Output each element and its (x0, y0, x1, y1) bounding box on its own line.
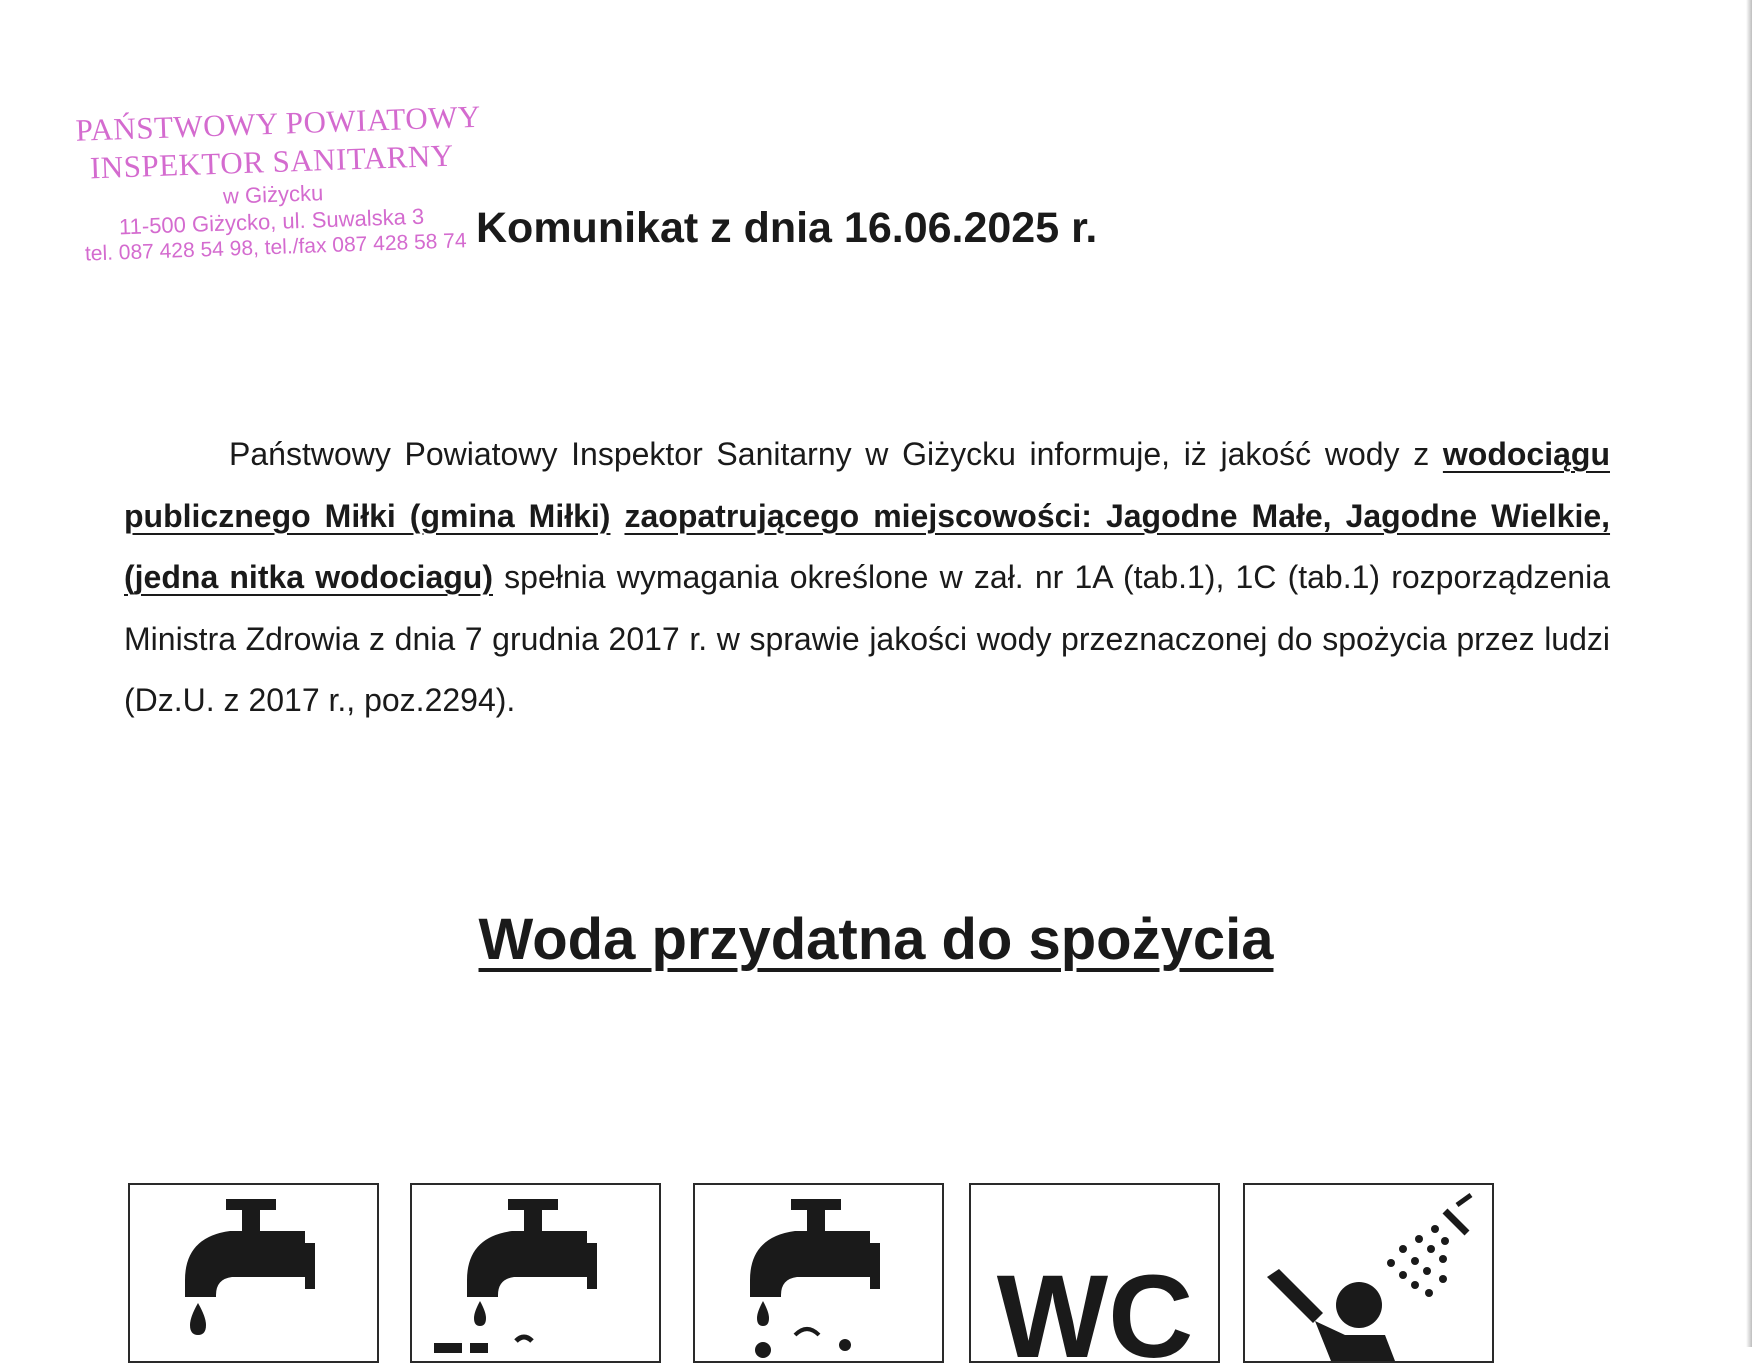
official-stamp (70, 97, 515, 268)
stamp-line-2: INSPEKTOR SANITARNY (89, 137, 455, 186)
page-edge (1746, 0, 1752, 1347)
shower-icon (1243, 1183, 1494, 1363)
headline (0, 906, 1752, 973)
body-gap (610, 498, 624, 534)
stamp-line-5: tel. 087 428 54 98, tel./fax 087 428 58 74 (84, 229, 467, 266)
stamp-line-1: PAŃSTWOWY POWIATOWY (75, 98, 482, 148)
stamp-line-3: w Giżycku (222, 180, 324, 209)
drinking-water-icon (128, 1183, 379, 1363)
headline-text: Woda przydatna do spożycia (478, 907, 1274, 972)
food-preparation-water-icon (410, 1183, 661, 1363)
announcement-body (124, 424, 1610, 732)
body-part-1: Państwowy Powiatowy Inspektor Sanitarny w Giżycku informuje, iż jakość wody z (229, 436, 1443, 472)
wc-icon (969, 1183, 1220, 1363)
body-underlined-1: wodociągu publicznego Miłki (gmina Miłki) (124, 436, 1610, 534)
wc-label: WC (996, 1251, 1194, 1361)
washing-water-icon (693, 1183, 944, 1363)
body-part-2: spełnia wymagania określone w zał. nr 1A (tab.1), 1C (tab.1) rozporządzenia Ministra Zdrowia z dnia 7 grudnia 2017 r. w sprawie jakości wody przeznaczonej do spożycia przez ludzi (Dz.U. z 2017 r., poz.2294). (124, 559, 1611, 718)
stamp-line-4: 11-500 Giżycko, ul. Suwalska 3 (118, 203, 425, 240)
page-title: Komunikat z dnia 16.06.2025 r. (476, 204, 1098, 252)
body-underlined-2: zaopatrującego miejscowości: Jagodne Małe, Jagodne Wielkie, (jedna nitka wodociagu) (124, 497, 1611, 595)
